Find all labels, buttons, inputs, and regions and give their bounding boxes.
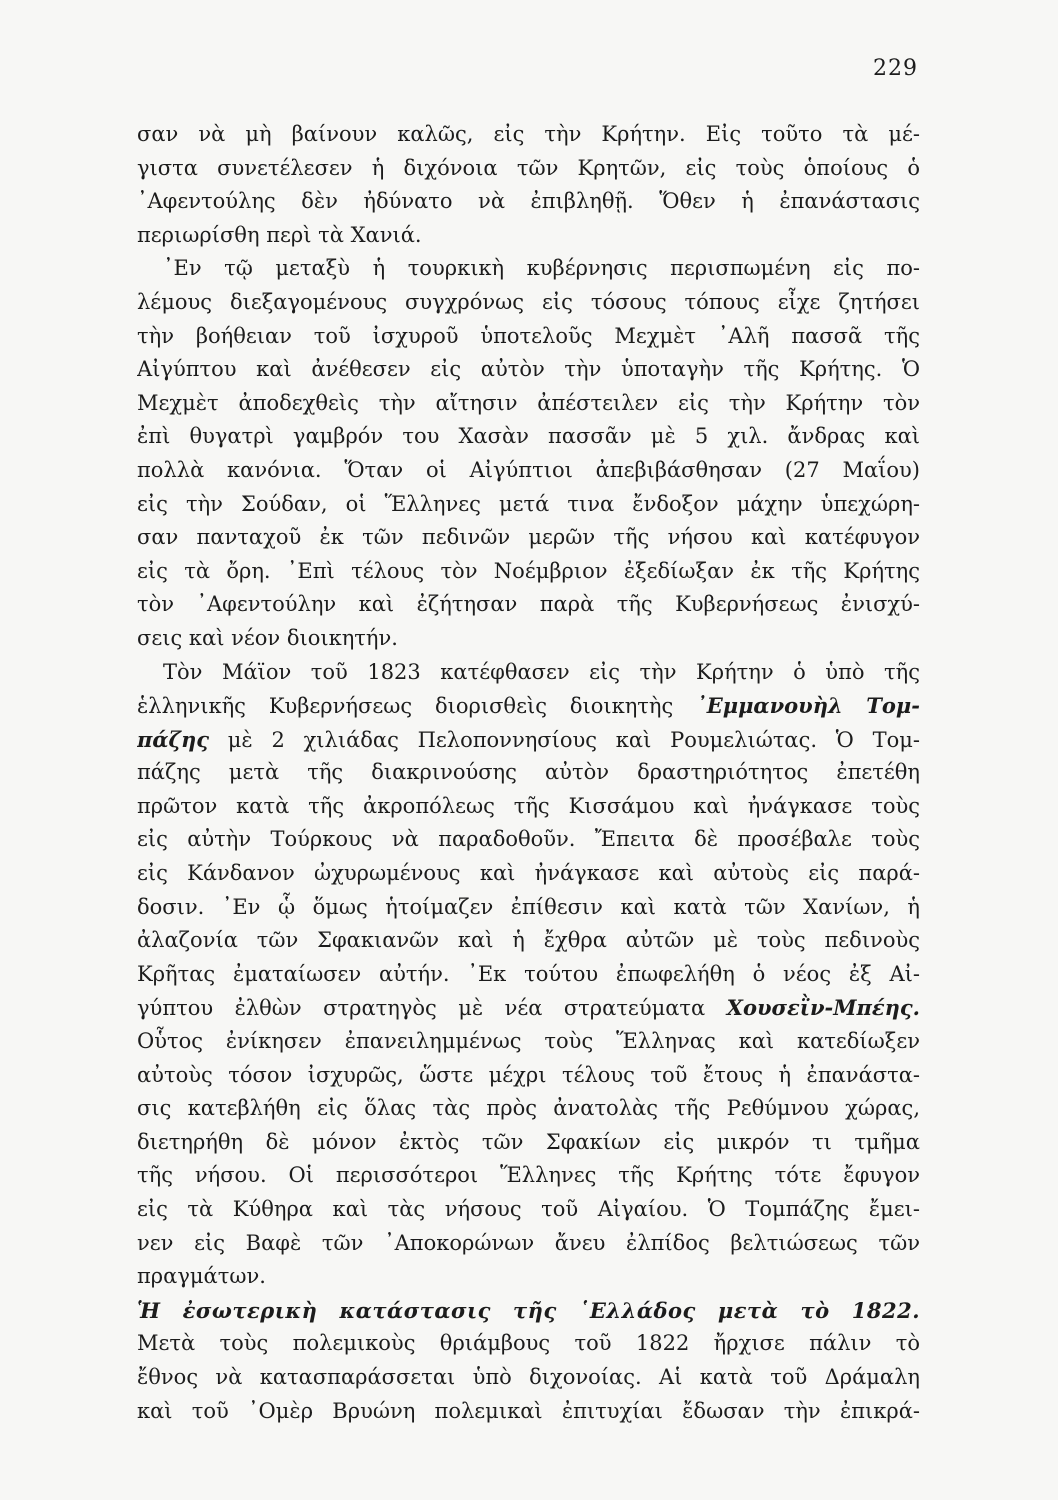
text-line: περιωρίσθη περὶ τὰ Χανιά. [137, 222, 422, 247]
text-line: πάζης μετὰ τῆς διακρινούσης αὐτὸν δραστηριότητος ἐπετέθη [137, 760, 920, 785]
text-line: εἰς αὐτὴν Τούρκους νὰ παραδοθοῦν. Ἔπειτα δὲ προσέβαλε τοὺς [137, 827, 920, 852]
text-line: αὐτοὺς τόσον ἰσχυρῶς, ὥστε μέχρι τέλους τοῦ ἔτους ἡ ἐπανάστα- [137, 1062, 920, 1087]
text-line: νεν εἰς Βαφὲ τῶν ᾿Αποκορώνων ἄνευ ἐλπίδος βελτιώσεως τῶν [137, 1230, 920, 1255]
text-line: σαν νὰ μὴ βαίνουν καλῶς, εἰς τὴν Κρήτην. Εἰς τοῦτο τὰ μέ- [137, 122, 920, 146]
text-line: εἰς Κάνδανον ὠχυρωμένους καὶ ἠνάγκασε καὶ αὐτοὺς εἰς παρά- [137, 861, 920, 886]
text-line: εἰς τὰ Κύθηρα καὶ τὰς νήσους τοῦ Αἰγαίου. Ὁ Τομπάζης ἔμει- [137, 1197, 920, 1221]
text-line: Μεχμὲτ ἀποδεχθεὶς τὴν αἴτησιν ἀπέστειλεν εἰς τὴν Κρήτην τὸν [137, 390, 920, 415]
text-line: ᾿Αφεντούλης δὲν ἠδύνατο νὰ ἐπιβληθῇ. Ὅθεν ἡ ἐπανάστασις [137, 189, 920, 214]
text-line: Μετὰ τοὺς πολεμικοὺς θριάμβους τοῦ 1822 ἤρχισε πάλιν τὸ [137, 1331, 920, 1356]
emphasized-name: πάζης [137, 726, 210, 752]
text-line: γιστα συνετέλεσεν ἡ διχόνοια τῶν Κρητῶν, εἰς τοὺς ὁποίους ὁ [137, 155, 920, 180]
text-line: λέμους διεξαγομένους συγχρόνως εἰς τόσους τόπους εἶχε ζητήσει [137, 289, 920, 314]
text-line: σαν πανταχοῦ ἐκ τῶν πεδινῶν μερῶν τῆς νήσου καὶ κατέφυγον [137, 525, 920, 550]
text-line: δοσιν. ᾿Εν ᾧ ὅμως ἡτοίμαζεν ἐπίθεσιν καὶ κατὰ τῶν Χανίων, ἡ [137, 894, 920, 919]
emphasized-name: Χουσεῒν-Μπέης. [726, 995, 920, 1021]
text-line: πάζης μὲ 2 χιλιάδας Πελοποννησίους καὶ Ρουμελιώτας. Ὁ Τομ- [137, 726, 920, 752]
text-line: ἔθνος νὰ κατασπαράσσεται ὑπὸ διχονοίας. Αἱ κατὰ τοῦ Δράμαλη [137, 1364, 920, 1389]
text-line: τῆς νήσου. Οἱ περισσότεροι Ἕλληνες τῆς Κρήτης τότε ἔφυγον [137, 1163, 920, 1188]
section-heading: Ἡ ἐσωτερικὴ κατάστασις τῆς ῾Ελλάδος μετὰ τὸ 1822. [137, 1297, 920, 1323]
text-line: εἰς τὴν Σούδαν, οἱ Ἕλληνες μετά τινα ἔνδοξον μάχην ὑπεχώρη- [137, 491, 920, 516]
text-line: διετηρήθη δὲ μόνον ἐκτὸς τῶν Σφακίων εἰς μικρόν τι τμῆμα [137, 1129, 920, 1154]
text-line: σεις καὶ νέον διοικητήν. [137, 625, 398, 650]
text-line: πρῶτον κατὰ τῆς ἀκροπόλεως τῆς Κισσάμου καὶ ἠνάγκασε τοὺς [137, 793, 920, 818]
body-text [137, 118, 920, 1428]
text-line: ἀλαζονία τῶν Σφακιανῶν καὶ ἡ ἔχθρα αὐτῶν μὲ τοὺς πεδινοὺς [137, 928, 920, 953]
text-line: Οὗτος ἐνίκησεν ἐπανειλημμένως τοὺς Ἕλληνας καὶ κατεδίωξεν [137, 1029, 920, 1054]
text-line: γύπτου ἐλθὼν στρατηγὸς μὲ νέα στρατεύματα Χουσεῒν-Μπέης. [137, 995, 920, 1021]
paragraph-start-line: Τὸν Μάϊον τοῦ 1823 κατέφθασεν εἰς τὴν Κρήτην ὁ ὑπὸ τῆς [163, 659, 920, 684]
text-line: σις κατεβλήθη εἰς ὅλας τὰς πρὸς ἀνατολὰς τῆς Ρεθύμνου χώρας, [137, 1096, 920, 1121]
page-number: 229 [873, 56, 918, 81]
text-line: τὴν βοήθειαν τοῦ ἰσχυροῦ ὑποτελοῦς Μεχμὲτ ᾿Αλῆ πασσᾶ τῆς [137, 323, 920, 348]
text-line: ἑλληνικῆς Κυβερνήσεως διορισθεὶς διοικητὴς ᾿Εμμανουὴλ Τομ- [137, 693, 920, 719]
text-line: τὸν ᾿Αφεντούλην καὶ ἐζήτησαν παρὰ τῆς Κυβερνήσεως ἐνισχύ- [137, 592, 920, 617]
text-line: ἐπὶ θυγατρὶ γαμβρόν του Χασὰν πασσᾶν μὲ 5 χιλ. ἄνδρας καὶ [137, 424, 920, 449]
text-line: Κρῆτας ἐματαίωσεν αὐτήν. ᾿Εκ τούτου ἐπωφελήθη ὁ νέος ἐξ Αἰ- [137, 961, 920, 986]
text-line: εἰς τὰ ὄρη. ᾿Επὶ τέλους τὸν Νοέμβριον ἐξεδίωξαν ἐκ τῆς Κρήτης [137, 558, 920, 583]
emphasized-name: ᾿Εμμανουὴλ Τομ- [696, 693, 920, 719]
text-line: πραγμάτων. [137, 1264, 266, 1289]
text-line: καὶ τοῦ ᾿Ομὲρ Βρυώνη πολεμικαὶ ἐπιτυχίαι ἔδωσαν τὴν ἐπικρά- [137, 1398, 920, 1423]
text-line: Αἰγύπτου καὶ ἀνέθεσεν εἰς αὐτὸν τὴν ὑποταγὴν τῆς Κρήτης. Ὁ [137, 357, 920, 382]
text-line: πολλὰ κανόνια. Ὅταν οἱ Αἰγύπτιοι ἀπεβιβάσθησαν (27 Μαΐου) [137, 457, 920, 482]
paragraph-start-line: ᾿Εν τῷ μεταξὺ ἡ τουρκικὴ κυβέρνησις περισπωμένη εἰς πο- [163, 256, 920, 281]
